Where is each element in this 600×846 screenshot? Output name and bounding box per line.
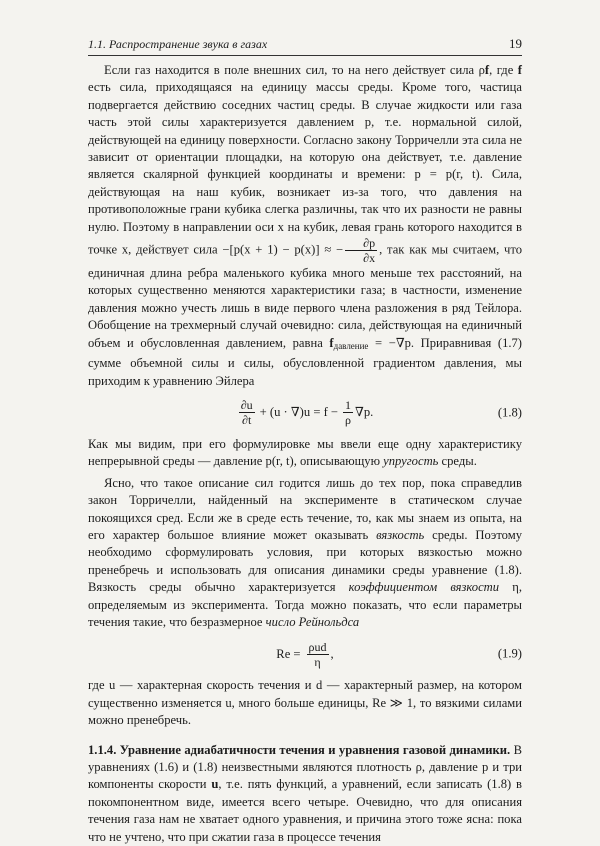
equation-middle: + (u · ∇)u = f −: [259, 405, 339, 420]
running-head: [88, 36, 522, 56]
fraction-du-dt: [239, 398, 255, 427]
text-run: = −∇p. Приравнивая (1.7) сумме объемной силы и силы, обусловленной градиентом давления, мы приходим к уравнению Эйлера: [88, 335, 523, 388]
page-number: 19: [509, 36, 522, 51]
paragraph-euler-intro: [88, 62, 522, 390]
text-run: , так как мы считаем, что единичная длина ребра маленького кубика много меньше тех расстояний, на которых существенно меняются характеристики газа; в частности, изменение давления можно учесть лишь в виде первого члена разложения в ряд Тейлора. Обобщение на трехмерный случай очевидно: сила, действующая на единичный объем и обусловленная давлением, равна: [88, 242, 522, 350]
text-run-bold: f: [517, 63, 522, 77]
fraction-numerator: 1: [345, 398, 352, 413]
fraction-dp-dx: [345, 236, 377, 265]
paragraph-reynolds: где u — характерная скорость течения и d — характерный размер, на котором существенно изменяется u, много больше единицы, Re ≫ 1, то вязкими силами можно пренебречь.: [88, 678, 522, 728]
text-run: , где: [489, 63, 518, 77]
text-run-bold: f: [484, 63, 490, 77]
section-number: 1.1.4.: [88, 742, 117, 757]
equation-number: (1.9): [497, 646, 522, 661]
equation-number: (1.8): [497, 405, 522, 420]
text-run-italic: вязкость: [376, 527, 425, 542]
text-run-italic: число Рейнольдса: [265, 614, 360, 629]
text-run: среды.: [438, 454, 477, 469]
text-run-bold: u: [211, 777, 219, 792]
fraction-one-over-rho: [343, 398, 353, 427]
text-run: Если газ находится в поле внешних сил, то на него действует сила ρ: [104, 63, 485, 77]
subscript: давление: [333, 340, 369, 351]
equation-tail: ,: [330, 646, 334, 661]
fraction-numerator: ∂p: [345, 236, 377, 251]
section-1-1-4: [88, 742, 522, 846]
fraction-denominator: ∂t: [242, 413, 252, 428]
text-run: среды. Поэтому необходимо сформулировать условия, при которых вязкостью можно пренебречь и использовать для описания динамики среды уравнение (1.8). Вязкость среды обычно характеризуется: [88, 527, 522, 595]
text-run: η, определяемым из эксперимента. Тогда можно показать, что если параметры течения такие, что безразмерное: [88, 580, 522, 629]
equation-lhs: Re =: [276, 646, 301, 661]
text-run-italic: упругость: [383, 454, 439, 469]
text-run: Как мы видим, при его формулировке мы ввели еще одну характеристику непрерывной среды — давление p(r, t), описывающую: [88, 436, 522, 469]
equation-1-9: [88, 637, 522, 671]
page-body: [88, 62, 522, 846]
equation-tail: ∇p.: [355, 405, 374, 420]
fraction-numerator: ρud: [308, 639, 327, 654]
fraction-denominator: ∂x: [363, 251, 376, 266]
fraction-denominator: ρ: [345, 413, 352, 428]
text-run: , т.е. пять функций, а уравнений, если записать (1.8) в покомпонентном виде, имеется всего четыре. Очевидно, что для описания течения газа нам не хватает одного уравнения, и причина этого тоже ясна: пока что не учтено, что при сжатии газа в процессе течения: [88, 777, 523, 844]
text-run: В уравнениях (1.6) и (1.8) неизвестными являются плотность ρ, давление p и три компоненты скорости: [88, 742, 522, 792]
section-title: Уравнение адиабатичности течения и уравнения газовой динамики.: [119, 742, 511, 757]
equation-1-8: [88, 396, 522, 430]
text-run-italic: коэффициентом вязкости: [348, 580, 500, 595]
fraction-denominator: η: [314, 654, 321, 669]
running-title: 1.1. Распространение звука в газах: [88, 37, 268, 51]
paragraph-viscosity: [88, 475, 522, 632]
text-run: есть сила, приходящаяся на единицу массы среды. Кроме того, частица подвергается действию соседних частиц среды. В случае жидкости или газа часть этой силы характеризуется давлением p, т.е. нормальной силой, действующей на единицу поверхности. Согласно закону Торричелли эта сила не зависит от ориентации площадки, на которую она действует, т.е. давление является скалярной функцией координаты и времени: p = p(r, t). Сила, действующая на наш кубик, возникает из-за того, что давления на противоположные грани кубика слегка различны, так что их разности не равны нулю. Поэтому в направлении оси x на кубик, левая грань которого находится в точке x, действует сила −[p(x + 1) − p(x)] ≈ −: [88, 80, 522, 257]
text-run: Ясно, что такое описание сил годится лишь до тех пор, пока справедлив закон Торричелли, найденный на эксперименте в статическом случае покоящихся сред. Если же в среде есть течение, то, как мы знаем из опыта, на его характер большое влияние может оказывать: [88, 475, 522, 542]
paragraph-pressure: [88, 436, 522, 471]
fraction-reynolds: [307, 640, 329, 669]
fraction-numerator: ∂u: [240, 398, 253, 413]
text-run-bold: f: [329, 335, 334, 350]
